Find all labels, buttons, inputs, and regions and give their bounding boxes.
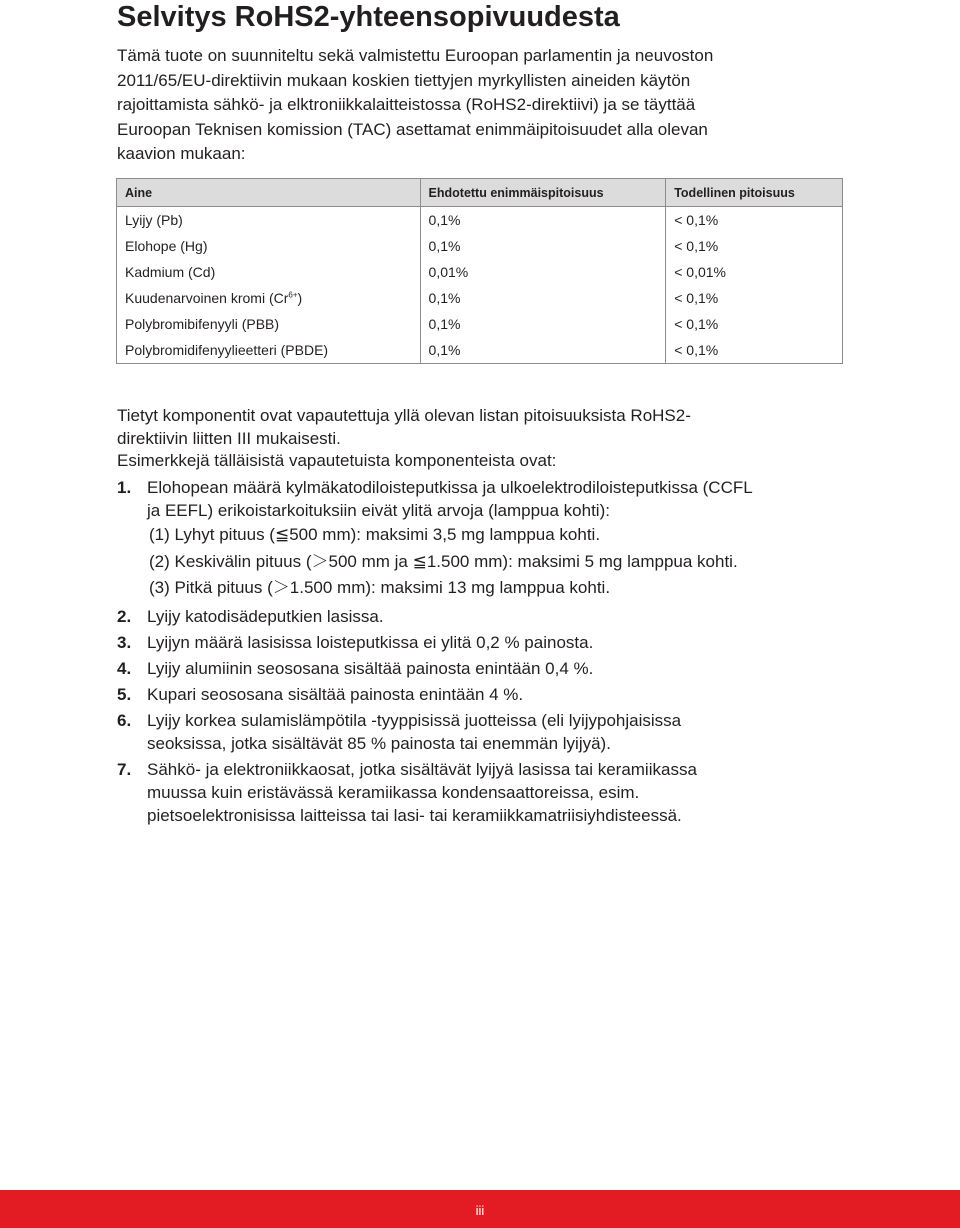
substance-cell: Lyijy (Pb) [117,207,421,234]
item-text: Lyijy katodisädeputkien lasissa. [147,606,384,626]
proposed-cell: 0,1% [420,233,666,259]
actual-cell: < 0,1% [666,207,843,234]
intro-line: Tämä tuote on suunniteltu sekä valmistettu Euroopan parlamentin ja neuvoston [117,46,714,65]
charge-superscript: 6+ [288,290,298,300]
exemptions-intro-line: direktiivin liitten III mukaisesti. [117,428,341,448]
item-text: Lyijy alumiinin seososana sisältää painosta enintään 0,4 %. [147,658,594,678]
proposed-cell: 0,1% [420,337,666,364]
page-title: Selvitys RoHS2-yhteensopivuudesta [117,1,620,33]
item-number: 7. [117,759,132,779]
table-row [117,259,843,285]
substance-cell: Polybromidifenyylieetteri (PBDE) [117,337,421,364]
intro-paragraph [117,44,917,167]
item-text: seoksissa, jotka sisältävät 85 % painosta tai enemmän lyijyä). [147,733,611,753]
table-row [117,311,843,337]
substance-suffix: ) [297,290,303,306]
item-number: 1. [117,478,132,497]
actual-cell: < 0,01% [666,259,843,285]
table-header-row [117,179,843,207]
list-item [117,709,877,755]
proposed-cell: 0,1% [420,311,666,337]
list-item [117,758,877,827]
item-text: muussa kuin eristävässä keramiikassa kondensaattoreissa, esim. [147,782,640,802]
item-number: 2. [117,606,132,626]
list-item [117,605,877,628]
item-text: Sähkö- ja elektroniikkaosat, jotka sisältävät lyijyä lasissa tai keramiikassa [147,759,697,779]
table-row [117,337,843,364]
substance-table [116,178,843,364]
list-item [117,657,877,680]
actual-cell: < 0,1% [666,285,843,311]
substance-cell: Elohope (Hg) [117,233,421,259]
intro-line: kaavion mukaan: [117,144,246,163]
actual-cell: < 0,1% [666,337,843,364]
exemptions-intro-line: Esimerkkejä tälläisistä vapautetuista komponenteista ovat: [117,451,557,470]
sub-item: (1) Lyhyt pituus (≦500 mm): maksimi 3,5 mg lamppua kohti. [149,525,601,544]
header-proposed-max: Ehdotettu enimmäispitoisuus [420,179,666,207]
exemptions-intro [117,405,857,473]
item-text: pietsoelektronisissa laitteissa tai lasi- tai keramiikkamatriisiyhdisteessä. [147,805,682,825]
actual-cell: < 0,1% [666,311,843,337]
item-number: 5. [117,684,132,704]
item-text: Lyijy korkea sulamislämpötila -tyyppisissä juotteissa (eli lyijypohjaisissa [147,710,682,730]
proposed-cell: 0,1% [420,207,666,234]
intro-line: rajoittamista sähkö- ja elktroniikkalaitteistossa (RoHS2-direktiivi) ja se täyttää [117,95,696,114]
intro-line: 2011/65/EU-direktiivin mukaan koskien tiettyjen myrkyllisten aineiden käytön [117,70,691,90]
table-row [117,207,843,234]
list-item [117,683,877,706]
item-text: Lyijyn määrä lasisissa loisteputkissa ei ylitä 0,2 % painosta. [147,632,594,652]
header-substance: Aine [117,179,421,207]
page-number: iii [475,1203,485,1218]
item-text: ja EEFL) erikoistarkoituksiin eivät ylitä arvoja (lamppua kohti): [147,501,610,520]
table-row [117,233,843,259]
item-number: 3. [117,632,132,652]
proposed-cell: 0,1% [420,285,666,311]
list-item [117,476,877,602]
substance-name: Kuudenarvoinen kromi (Cr [125,290,289,306]
header-actual: Todellinen pitoisuus [666,179,843,207]
substance-cell: Polybromibifenyyli (PBB) [117,311,421,337]
list-item [117,631,877,654]
item-text: Elohopean määrä kylmäkatodiloisteputkissa ja ulkoelektrodiloisteputkissa (CCFL [147,478,753,497]
substance-cell: Kadmium (Cd) [117,259,421,285]
sub-item: (2) Keskivälin pituus (＞500 mm ja ≦1.500 mm): maksimi 5 mg lamppua kohti. [149,551,738,571]
exemptions-intro-line: Tietyt komponentit ovat vapautettuja yllä olevan listan pitoisuuksista RoHS2- [117,406,691,425]
exemptions-list [117,476,877,830]
table-row [117,285,843,311]
item-text: Kupari seososana sisältää painosta enintään 4 %. [147,684,524,704]
proposed-cell: 0,01% [420,259,666,285]
actual-cell: < 0,1% [666,233,843,259]
sub-item: (3) Pitkä pituus (＞1.500 mm): maksimi 13 mg lamppua kohti. [149,578,611,597]
item-number: 4. [117,658,132,678]
substance-cell [117,285,421,311]
item-number: 6. [117,710,132,730]
intro-line: Euroopan Teknisen komission (TAC) asettamat enimmäipitoisuudet alla olevan [117,119,708,139]
